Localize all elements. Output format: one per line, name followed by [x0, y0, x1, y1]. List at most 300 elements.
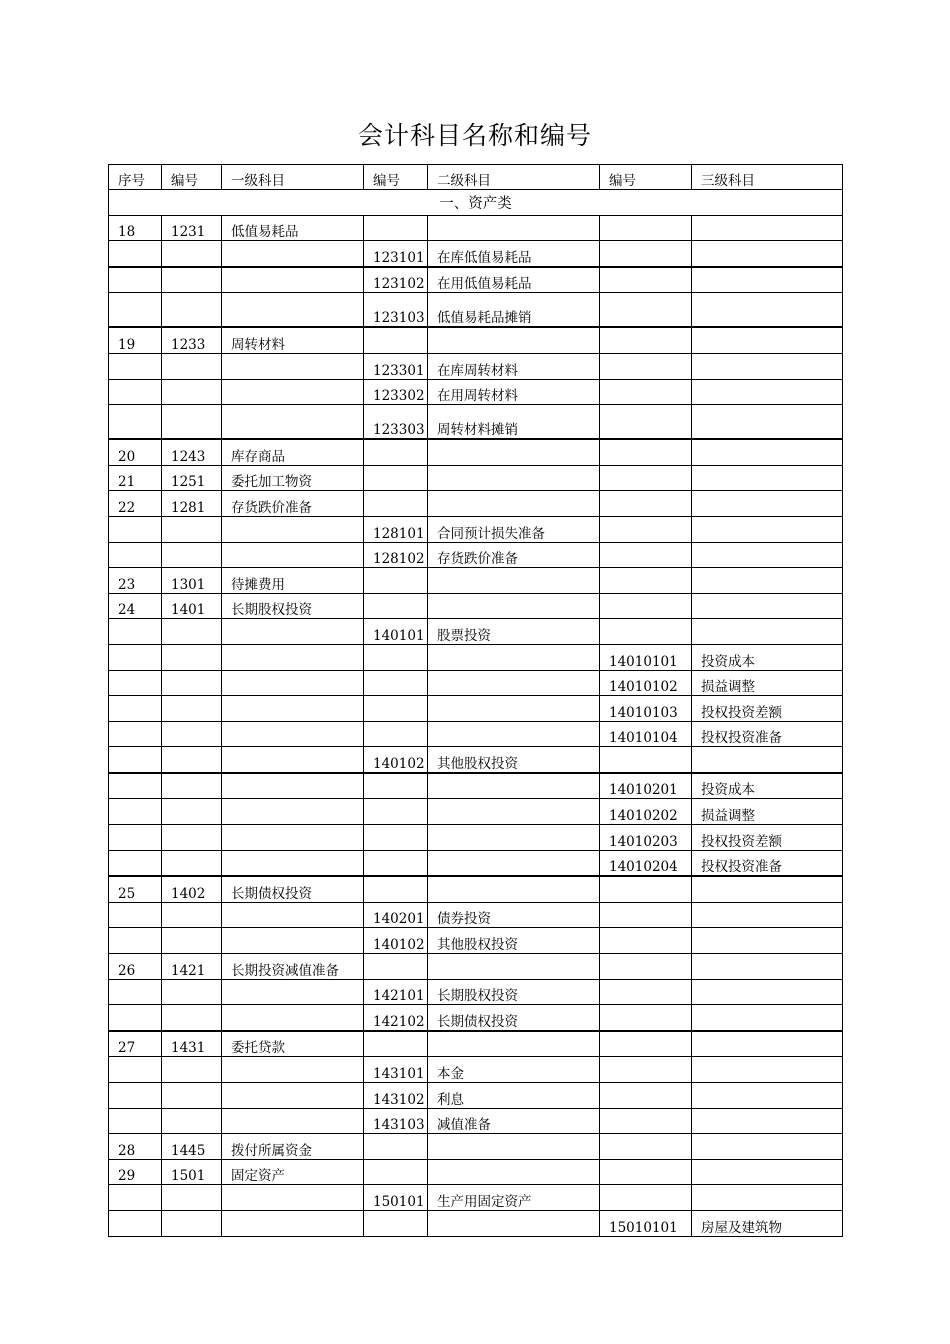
- level-3-cell: [692, 979, 843, 1005]
- table-row: [109, 593, 843, 619]
- level-1-cell: 库存商品: [222, 439, 364, 465]
- level-1-cell: [222, 773, 364, 799]
- level-2-cell: 其他股权投资: [428, 928, 600, 954]
- level-3-cell: [692, 439, 843, 465]
- seq-cell: 24: [109, 593, 162, 619]
- code-3-cell: [600, 954, 692, 980]
- code-2-cell: [364, 439, 428, 465]
- level-2-cell: [428, 850, 600, 876]
- seq-cell: [109, 619, 162, 645]
- seq-cell: [109, 1185, 162, 1211]
- code-2-cell: [364, 696, 428, 722]
- level-3-cell: [692, 1031, 843, 1057]
- code-3-cell: [600, 876, 692, 902]
- seq-cell: 29: [109, 1159, 162, 1185]
- code-2-cell: [364, 1210, 428, 1236]
- seq-cell: 21: [109, 465, 162, 491]
- level-2-cell: 在库周转材料: [428, 353, 600, 379]
- code-2-cell: [364, 799, 428, 825]
- level-2-cell: [428, 465, 600, 491]
- level-3-cell: [692, 516, 843, 542]
- table-row: [109, 696, 843, 722]
- code-1-cell: [162, 1185, 222, 1211]
- level-1-cell: 低值易耗品: [222, 215, 364, 241]
- level-2-cell: [428, 593, 600, 619]
- seq-cell: 27: [109, 1031, 162, 1057]
- level-2-cell: 债券投资: [428, 902, 600, 928]
- code-2-cell: 123102: [364, 267, 428, 293]
- table-row: [109, 1057, 843, 1083]
- table-row: [109, 799, 843, 825]
- level-1-cell: 待摊费用: [222, 568, 364, 594]
- code-2-cell: 128102: [364, 542, 428, 568]
- code-2-cell: 143101: [364, 1057, 428, 1083]
- level-1-cell: 周转材料: [222, 327, 364, 353]
- seq-cell: 18: [109, 215, 162, 241]
- code-1-cell: [162, 1083, 222, 1109]
- code-1-cell: [162, 1108, 222, 1134]
- level-3-cell: [692, 327, 843, 353]
- seq-cell: [109, 825, 162, 851]
- level-3-cell: [692, 267, 843, 293]
- level-2-cell: [428, 876, 600, 902]
- level-2-cell: [428, 1134, 600, 1160]
- level-1-cell: [222, 825, 364, 851]
- code-1-cell: [162, 670, 222, 696]
- code-1-cell: [162, 405, 222, 440]
- seq-cell: [109, 773, 162, 799]
- seq-cell: 25: [109, 876, 162, 902]
- table-row: [109, 876, 843, 902]
- seq-cell: [109, 1057, 162, 1083]
- level-3-cell: [692, 1057, 843, 1083]
- level-1-cell: [222, 979, 364, 1005]
- table-row: [109, 928, 843, 954]
- code-2-cell: 143102: [364, 1083, 428, 1109]
- table-row: [109, 1210, 843, 1236]
- header-level-2: 二级科目: [428, 165, 600, 190]
- level-1-cell: 委托加工物资: [222, 465, 364, 491]
- level-2-cell: 在用周转材料: [428, 379, 600, 405]
- level-2-cell: [428, 568, 600, 594]
- level-1-cell: 长期债权投资: [222, 876, 364, 902]
- level-2-cell: 周转材料摊销: [428, 405, 600, 440]
- seq-cell: [109, 670, 162, 696]
- level-3-cell: [692, 747, 843, 773]
- level-1-cell: [222, 1083, 364, 1109]
- code-3-cell: [600, 1185, 692, 1211]
- seq-cell: [109, 799, 162, 825]
- code-3-cell: [600, 241, 692, 267]
- level-1-cell: [222, 799, 364, 825]
- code-3-cell: [600, 405, 692, 440]
- level-3-cell: [692, 568, 843, 594]
- table-row: [109, 644, 843, 670]
- code-2-cell: [364, 670, 428, 696]
- level-3-cell: 房屋及建筑物: [692, 1210, 843, 1236]
- level-1-cell: 拨付所属资金: [222, 1134, 364, 1160]
- level-2-cell: [428, 954, 600, 980]
- table-row: [109, 353, 843, 379]
- seq-cell: 20: [109, 439, 162, 465]
- code-1-cell: 1402: [162, 876, 222, 902]
- table-row: [109, 241, 843, 267]
- level-1-cell: 长期投资减值准备: [222, 954, 364, 980]
- code-2-cell: 140102: [364, 747, 428, 773]
- code-3-cell: [600, 979, 692, 1005]
- code-1-cell: [162, 979, 222, 1005]
- code-2-cell: [364, 215, 428, 241]
- table-row: [109, 405, 843, 440]
- table-row: [109, 465, 843, 491]
- code-2-cell: [364, 568, 428, 594]
- code-1-cell: 1421: [162, 954, 222, 980]
- code-1-cell: [162, 773, 222, 799]
- level-2-cell: 低值易耗品摊销: [428, 293, 600, 328]
- code-1-cell: 1243: [162, 439, 222, 465]
- code-3-cell: 14010103: [600, 696, 692, 722]
- seq-cell: [109, 1005, 162, 1031]
- level-3-cell: [692, 379, 843, 405]
- code-3-cell: [600, 439, 692, 465]
- code-3-cell: [600, 491, 692, 517]
- page-title: 会计科目名称和编号: [357, 121, 592, 150]
- level-2-cell: [428, 825, 600, 851]
- account-table: [108, 164, 843, 1237]
- header-seq: 序号: [109, 165, 162, 190]
- seq-cell: [109, 516, 162, 542]
- code-2-cell: [364, 327, 428, 353]
- code-1-cell: [162, 379, 222, 405]
- table-row: [109, 979, 843, 1005]
- header-code-1: 编号: [162, 165, 222, 190]
- level-2-cell: [428, 491, 600, 517]
- code-3-cell: [600, 1159, 692, 1185]
- code-1-cell: 1445: [162, 1134, 222, 1160]
- level-1-cell: [222, 379, 364, 405]
- table-row: [109, 327, 843, 353]
- level-1-cell: 长期股权投资: [222, 593, 364, 619]
- level-2-cell: [428, 696, 600, 722]
- code-2-cell: [364, 593, 428, 619]
- level-1-cell: [222, 721, 364, 747]
- code-1-cell: [162, 353, 222, 379]
- table-row: [109, 619, 843, 645]
- seq-cell: [109, 1083, 162, 1109]
- table-row: [109, 670, 843, 696]
- level-3-cell: [692, 902, 843, 928]
- header-code-2: 编号: [364, 165, 428, 190]
- level-2-cell: 其他股权投资: [428, 747, 600, 773]
- level-3-cell: 投权投资差额: [692, 825, 843, 851]
- code-1-cell: 1401: [162, 593, 222, 619]
- level-3-cell: [692, 353, 843, 379]
- seq-cell: 28: [109, 1134, 162, 1160]
- level-2-cell: [428, 721, 600, 747]
- level-3-cell: [692, 465, 843, 491]
- seq-cell: [109, 850, 162, 876]
- section-row: [109, 190, 843, 216]
- section-title: 一、资产类: [109, 190, 843, 216]
- code-1-cell: [162, 747, 222, 773]
- code-1-cell: [162, 1210, 222, 1236]
- code-1-cell: 1233: [162, 327, 222, 353]
- level-3-cell: [692, 405, 843, 440]
- code-2-cell: [364, 721, 428, 747]
- code-2-cell: 143103: [364, 1108, 428, 1134]
- level-2-cell: 合同预计损失准备: [428, 516, 600, 542]
- code-3-cell: [600, 1057, 692, 1083]
- level-1-cell: [222, 516, 364, 542]
- code-1-cell: [162, 825, 222, 851]
- seq-cell: [109, 696, 162, 722]
- code-3-cell: [600, 1108, 692, 1134]
- level-1-cell: [222, 1005, 364, 1031]
- table-row: [109, 1159, 843, 1185]
- code-1-cell: [162, 696, 222, 722]
- code-1-cell: [162, 850, 222, 876]
- level-3-cell: 投资成本: [692, 644, 843, 670]
- code-3-cell: [600, 619, 692, 645]
- table-row: [109, 1185, 843, 1211]
- seq-cell: [109, 293, 162, 328]
- level-3-cell: 损益调整: [692, 799, 843, 825]
- seq-cell: [109, 928, 162, 954]
- level-3-cell: [692, 241, 843, 267]
- level-1-cell: [222, 293, 364, 328]
- code-3-cell: [600, 293, 692, 328]
- table-row: [109, 747, 843, 773]
- seq-cell: [109, 979, 162, 1005]
- level-1-cell: [222, 644, 364, 670]
- code-3-cell: [600, 267, 692, 293]
- table-row: [109, 267, 843, 293]
- code-1-cell: [162, 928, 222, 954]
- code-1-cell: 1501: [162, 1159, 222, 1185]
- level-2-cell: 股票投资: [428, 619, 600, 645]
- code-3-cell: 14010204: [600, 850, 692, 876]
- code-1-cell: [162, 1005, 222, 1031]
- table-header-row: [109, 165, 843, 190]
- code-3-cell: 14010102: [600, 670, 692, 696]
- seq-cell: 19: [109, 327, 162, 353]
- level-3-cell: [692, 954, 843, 980]
- code-3-cell: [600, 568, 692, 594]
- level-1-cell: [222, 353, 364, 379]
- header-level-1: 一级科目: [222, 165, 364, 190]
- code-2-cell: [364, 850, 428, 876]
- code-3-cell: [600, 593, 692, 619]
- code-1-cell: [162, 902, 222, 928]
- level-1-cell: [222, 928, 364, 954]
- code-3-cell: 14010202: [600, 799, 692, 825]
- code-2-cell: [364, 644, 428, 670]
- seq-cell: [109, 902, 162, 928]
- code-2-cell: 123301: [364, 353, 428, 379]
- code-2-cell: 123303: [364, 405, 428, 440]
- code-2-cell: [364, 773, 428, 799]
- seq-cell: [109, 644, 162, 670]
- code-2-cell: [364, 465, 428, 491]
- level-2-cell: [428, 215, 600, 241]
- code-3-cell: [600, 379, 692, 405]
- table-row: [109, 825, 843, 851]
- code-3-cell: [600, 1005, 692, 1031]
- level-1-cell: [222, 902, 364, 928]
- seq-cell: [109, 267, 162, 293]
- level-2-cell: [428, 439, 600, 465]
- code-2-cell: 142102: [364, 1005, 428, 1031]
- header-code-3: 编号: [600, 165, 692, 190]
- code-2-cell: [364, 1031, 428, 1057]
- table-row: [109, 293, 843, 328]
- code-3-cell: [600, 542, 692, 568]
- level-3-cell: [692, 619, 843, 645]
- level-3-cell: [692, 1108, 843, 1134]
- code-1-cell: [162, 542, 222, 568]
- table-row: [109, 568, 843, 594]
- level-2-cell: 在库低值易耗品: [428, 241, 600, 267]
- code-3-cell: [600, 1134, 692, 1160]
- level-2-cell: 本金: [428, 1057, 600, 1083]
- level-1-cell: [222, 267, 364, 293]
- code-2-cell: [364, 1159, 428, 1185]
- table-row: [109, 850, 843, 876]
- level-3-cell: [692, 593, 843, 619]
- code-3-cell: [600, 465, 692, 491]
- code-3-cell: 15010101: [600, 1210, 692, 1236]
- table-row: [109, 1031, 843, 1057]
- level-1-cell: [222, 696, 364, 722]
- code-3-cell: 14010201: [600, 773, 692, 799]
- level-3-cell: 损益调整: [692, 670, 843, 696]
- table-row: [109, 721, 843, 747]
- code-3-cell: [600, 1031, 692, 1057]
- level-1-cell: 固定资产: [222, 1159, 364, 1185]
- level-2-cell: [428, 799, 600, 825]
- code-2-cell: 142101: [364, 979, 428, 1005]
- code-2-cell: 123103: [364, 293, 428, 328]
- seq-cell: 23: [109, 568, 162, 594]
- level-1-cell: 委托贷款: [222, 1031, 364, 1057]
- code-1-cell: 1281: [162, 491, 222, 517]
- level-2-cell: [428, 670, 600, 696]
- level-1-cell: [222, 850, 364, 876]
- code-2-cell: [364, 491, 428, 517]
- level-2-cell: [428, 1031, 600, 1057]
- code-1-cell: 1231: [162, 215, 222, 241]
- code-1-cell: [162, 721, 222, 747]
- level-3-cell: [692, 876, 843, 902]
- code-2-cell: [364, 954, 428, 980]
- code-1-cell: [162, 799, 222, 825]
- code-1-cell: [162, 267, 222, 293]
- level-1-cell: [222, 1185, 364, 1211]
- seq-cell: [109, 405, 162, 440]
- table-row: [109, 439, 843, 465]
- seq-cell: [109, 353, 162, 379]
- level-1-cell: [222, 542, 364, 568]
- level-3-cell: [692, 542, 843, 568]
- level-1-cell: [222, 405, 364, 440]
- table-row: [109, 1005, 843, 1031]
- level-3-cell: [692, 491, 843, 517]
- code-1-cell: [162, 1057, 222, 1083]
- code-2-cell: 150101: [364, 1185, 428, 1211]
- code-2-cell: [364, 876, 428, 902]
- level-2-cell: 长期股权投资: [428, 979, 600, 1005]
- code-2-cell: 140102: [364, 928, 428, 954]
- level-3-cell: [692, 1134, 843, 1160]
- seq-cell: [109, 1210, 162, 1236]
- table-row: [109, 902, 843, 928]
- table-row: [109, 1134, 843, 1160]
- code-2-cell: 140201: [364, 902, 428, 928]
- code-1-cell: 1251: [162, 465, 222, 491]
- table-row: [109, 1083, 843, 1109]
- code-1-cell: [162, 619, 222, 645]
- seq-cell: [109, 241, 162, 267]
- level-2-cell: [428, 1210, 600, 1236]
- code-1-cell: [162, 516, 222, 542]
- level-1-cell: [222, 747, 364, 773]
- code-1-cell: [162, 644, 222, 670]
- code-2-cell: [364, 825, 428, 851]
- level-2-cell: [428, 1159, 600, 1185]
- code-2-cell: [364, 1134, 428, 1160]
- level-3-cell: 投权投资准备: [692, 850, 843, 876]
- code-3-cell: [600, 928, 692, 954]
- table-row: [109, 215, 843, 241]
- code-3-cell: 14010104: [600, 721, 692, 747]
- code-1-cell: [162, 241, 222, 267]
- table-row: [109, 954, 843, 980]
- level-3-cell: [692, 1159, 843, 1185]
- level-2-cell: [428, 327, 600, 353]
- level-1-cell: [222, 241, 364, 267]
- level-1-cell: [222, 670, 364, 696]
- code-3-cell: 14010101: [600, 644, 692, 670]
- code-2-cell: 123302: [364, 379, 428, 405]
- code-1-cell: 1431: [162, 1031, 222, 1057]
- table-row: [109, 379, 843, 405]
- table-row: [109, 516, 843, 542]
- code-2-cell: 123101: [364, 241, 428, 267]
- code-3-cell: 14010203: [600, 825, 692, 851]
- level-3-cell: [692, 928, 843, 954]
- level-2-cell: 长期债权投资: [428, 1005, 600, 1031]
- table-row: [109, 491, 843, 517]
- seq-cell: [109, 1108, 162, 1134]
- level-2-cell: 在用低值易耗品: [428, 267, 600, 293]
- level-2-cell: [428, 644, 600, 670]
- level-2-cell: [428, 773, 600, 799]
- level-3-cell: 投资成本: [692, 773, 843, 799]
- level-3-cell: [692, 1083, 843, 1109]
- level-3-cell: [692, 1005, 843, 1031]
- level-2-cell: 存货跌价准备: [428, 542, 600, 568]
- level-2-cell: 生产用固定资产: [428, 1185, 600, 1211]
- code-3-cell: [600, 516, 692, 542]
- code-3-cell: [600, 902, 692, 928]
- code-3-cell: [600, 215, 692, 241]
- level-1-cell: [222, 1057, 364, 1083]
- level-3-cell: [692, 1185, 843, 1211]
- level-3-cell: [692, 293, 843, 328]
- seq-cell: [109, 747, 162, 773]
- level-3-cell: 投权投资准备: [692, 721, 843, 747]
- code-3-cell: [600, 747, 692, 773]
